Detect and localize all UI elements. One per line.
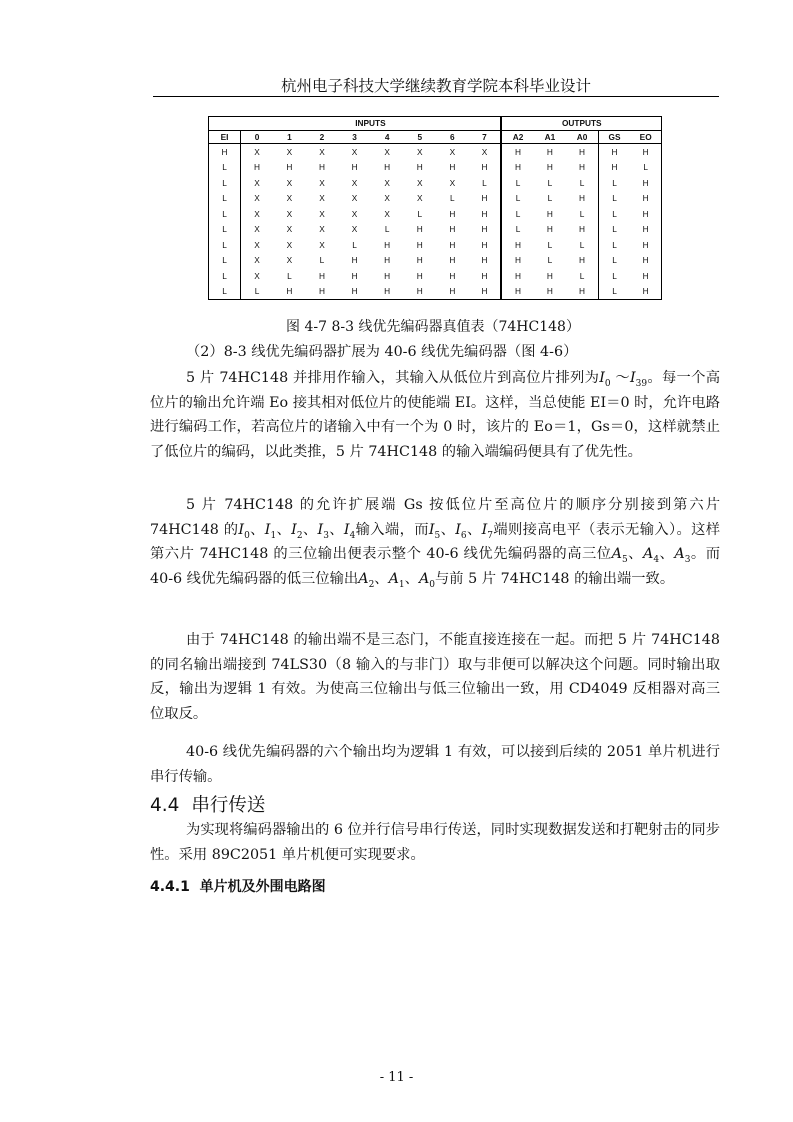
p2-var: I bbox=[481, 521, 488, 538]
paragraph-2 bbox=[150, 493, 720, 591]
table-cell: H bbox=[384, 286, 391, 297]
column-header: 1 bbox=[273, 131, 306, 144]
table-caption: 图 4-7 8-3 线优先编码器真值表（74HC148） bbox=[286, 319, 580, 335]
table-cell: H bbox=[579, 286, 586, 297]
table-cell: H bbox=[318, 270, 325, 281]
page-header: 杭州电子科技大学继续教育学院本科毕业设计 bbox=[280, 77, 591, 95]
table-cell: X bbox=[384, 146, 390, 157]
column-header: A1 bbox=[534, 131, 566, 144]
table-cell: H bbox=[449, 286, 456, 297]
table-row bbox=[209, 221, 662, 236]
column-header: 2 bbox=[306, 131, 339, 144]
table-cell: L bbox=[222, 239, 227, 250]
p2-sub: 3 bbox=[684, 554, 691, 565]
p2-var: I bbox=[238, 521, 245, 538]
table-cell: L bbox=[598, 252, 630, 267]
table-cell: X bbox=[416, 177, 423, 188]
p2-var: I bbox=[264, 521, 271, 538]
table-row bbox=[209, 268, 662, 283]
p2-var: I bbox=[343, 521, 350, 538]
table-cell: X bbox=[241, 221, 274, 236]
table-row bbox=[209, 252, 662, 267]
table-cell: X bbox=[384, 177, 390, 188]
table-cell: H bbox=[642, 286, 649, 297]
table-cell: L bbox=[598, 221, 630, 236]
p2-sub: 7 bbox=[487, 530, 493, 541]
table-cell: H bbox=[351, 286, 358, 297]
p1-text-3: 。每一个高位片的输出允许端 Eo 接其相对低位片的使能端 EI。这样，当总使能 EI＝0 时，允许电路进行编码工作，若高位片的诸输入中有一个为 0 时，该片的 Eo＝1，Gs＝0，这样就禁止了低位片的编码，以此类推，5 片 74HC148 的输入端编码便具有了优先性。 bbox=[150, 370, 721, 460]
table-cell: H bbox=[481, 255, 488, 266]
table-row bbox=[209, 144, 662, 160]
table-cell: H bbox=[449, 270, 456, 281]
column-header: 3 bbox=[338, 131, 371, 144]
table-cell: H bbox=[481, 208, 488, 219]
table-cell: L bbox=[547, 255, 553, 266]
section-heading bbox=[150, 791, 265, 817]
table-cell: H bbox=[416, 270, 423, 281]
table-cell: L bbox=[501, 190, 533, 205]
table-cell: H bbox=[481, 270, 488, 281]
section-title: 串行传送 bbox=[191, 795, 266, 816]
table-cell: L bbox=[287, 270, 292, 281]
table-cell: L bbox=[222, 208, 227, 219]
p2-text-4: 。而 40-6 线优先编码器的低三位输出 bbox=[150, 546, 721, 587]
table-row bbox=[209, 190, 662, 205]
table-cell: L bbox=[501, 206, 533, 221]
table-cell: L bbox=[241, 283, 274, 299]
table-cell: L bbox=[222, 193, 227, 204]
table-cell: H bbox=[579, 224, 586, 235]
table-cell: X bbox=[319, 208, 325, 219]
table-cell: L bbox=[598, 190, 630, 205]
table-cell: H bbox=[449, 239, 456, 250]
column-header: GS bbox=[598, 131, 630, 144]
table-cell: X bbox=[351, 208, 358, 219]
p2-var-a: A bbox=[418, 570, 430, 587]
table-cell: L bbox=[450, 193, 455, 204]
table-cell: L bbox=[222, 255, 227, 266]
p2-text-2: 输入端，而 bbox=[355, 521, 429, 538]
table-cell: H bbox=[384, 270, 391, 281]
table-cell: X bbox=[384, 193, 390, 204]
group-spacer bbox=[209, 117, 241, 131]
table-cell: H bbox=[221, 146, 228, 157]
table-cell: X bbox=[286, 193, 293, 204]
p2-var-a: A bbox=[674, 546, 685, 562]
p2-sep: 、 bbox=[276, 521, 292, 538]
header-rule bbox=[153, 96, 719, 97]
table-cell: H bbox=[351, 255, 358, 266]
table-cell: X bbox=[449, 177, 456, 188]
p2-sub: 2 bbox=[368, 579, 375, 590]
table-cell: H bbox=[286, 162, 293, 173]
table-cell: X bbox=[319, 239, 325, 250]
table-cell: H bbox=[481, 286, 488, 297]
p2-sep: 、 bbox=[328, 521, 344, 538]
table-cell: X bbox=[319, 146, 325, 157]
truth-table-group-header bbox=[209, 117, 662, 131]
p2-sep: 、 bbox=[302, 521, 318, 538]
page-number: - 11 - bbox=[379, 1070, 414, 1085]
inputs-group-header: INPUTS bbox=[241, 117, 502, 131]
table-cell: H bbox=[579, 193, 586, 204]
table-cell: H bbox=[351, 162, 358, 173]
table-cell: X bbox=[241, 190, 274, 205]
table-cell: X bbox=[241, 144, 274, 160]
table-cell: X bbox=[286, 177, 293, 188]
table-cell: H bbox=[642, 255, 649, 266]
table-cell: H bbox=[416, 224, 423, 235]
table-cell: H bbox=[546, 162, 553, 173]
table-cell: H bbox=[416, 239, 423, 250]
table-cell: H bbox=[579, 146, 586, 157]
table-cell: L bbox=[598, 237, 630, 252]
table-cell: X bbox=[319, 177, 325, 188]
table-cell: H bbox=[318, 286, 325, 297]
paragraph-5: 为实现将编码器输出的 6 位并行信号串行传送，同时实现数据发送和打靶射击的同步性。采用 89C2051 单片机便可实现要求。 bbox=[150, 822, 720, 863]
p2-sep: 、 bbox=[659, 546, 675, 562]
subsection-title: 单片机及外围电路图 bbox=[199, 879, 326, 895]
table-cell: X bbox=[286, 224, 293, 235]
table-cell: L bbox=[501, 175, 533, 190]
p1-sub-2: 39 bbox=[635, 378, 648, 389]
table-cell: H bbox=[501, 283, 533, 299]
p1-text-2: ～ bbox=[610, 370, 630, 386]
table-cell: H bbox=[501, 252, 533, 267]
table-cell: L bbox=[222, 270, 227, 281]
table-cell: H bbox=[481, 162, 488, 173]
table-cell: H bbox=[501, 160, 533, 175]
table-cell: X bbox=[384, 208, 390, 219]
table-cell: X bbox=[319, 224, 325, 235]
table-row bbox=[209, 175, 662, 190]
table-cell: H bbox=[642, 177, 649, 188]
p1-text-1: 5 片 74HC148 并排用作输入，其输入从低位片到高位片排列为 bbox=[186, 370, 600, 386]
table-cell: X bbox=[241, 175, 274, 190]
p1-sub-1: 0 bbox=[604, 378, 611, 389]
table-cell: H bbox=[501, 144, 533, 160]
p2-var: I bbox=[428, 521, 435, 538]
p2-var-a: A bbox=[611, 546, 622, 562]
column-header: 7 bbox=[469, 131, 502, 144]
p2-text-1: 5 片 74HC148 的允许扩展端 Gs 按低位片至高位片的顺序分别接到第六片 74HC148 的 bbox=[150, 497, 720, 538]
p2-sub: 1 bbox=[270, 530, 277, 541]
table-cell: L bbox=[222, 177, 227, 188]
sub-item-heading: （2）8-3 线优先编码器扩展为 40-6 线优先编码器（图 4-6） bbox=[186, 344, 578, 360]
table-cell: X bbox=[241, 268, 274, 283]
table-cell: X bbox=[286, 239, 293, 250]
table-cell: L bbox=[598, 175, 630, 190]
table-row bbox=[209, 160, 662, 175]
table-cell: H bbox=[449, 224, 456, 235]
table-cell: L bbox=[547, 177, 553, 188]
table-cell: L bbox=[352, 239, 357, 250]
table-cell: H bbox=[642, 239, 649, 250]
table-cell: X bbox=[416, 146, 423, 157]
table-cell: H bbox=[579, 255, 586, 266]
column-header: 6 bbox=[436, 131, 469, 144]
p1-var-2: I bbox=[630, 370, 636, 386]
table-cell: L bbox=[598, 268, 630, 283]
table-cell: L bbox=[482, 177, 487, 188]
outputs-group-header: OUTPUTS bbox=[501, 117, 661, 131]
table-cell: L bbox=[579, 208, 585, 219]
p2-sub: 3 bbox=[323, 530, 329, 541]
table-cell: H bbox=[384, 239, 391, 250]
table-cell: X bbox=[351, 224, 358, 235]
table-cell: L bbox=[547, 239, 553, 250]
p2-var-a: A bbox=[358, 570, 369, 587]
table-cell: H bbox=[351, 270, 358, 281]
table-cell: H bbox=[579, 162, 586, 173]
table-cell: H bbox=[598, 144, 630, 160]
table-cell: X bbox=[241, 206, 274, 221]
table-cell: H bbox=[286, 286, 293, 297]
table-cell: X bbox=[241, 252, 274, 267]
table-cell: X bbox=[416, 193, 423, 204]
p2-text-3: 端则接高电平（表示无输入）。这样第六片 74HC148 的三位输出便表示整个 40-6 线优先编码器的高三位 bbox=[150, 521, 721, 562]
table-cell: H bbox=[598, 160, 630, 175]
truth-table-body bbox=[209, 144, 662, 300]
p2-sep: 、 bbox=[404, 570, 419, 587]
table-cell: H bbox=[481, 224, 488, 235]
table-cell: H bbox=[642, 208, 649, 219]
table-cell: X bbox=[481, 146, 488, 157]
p2-var-a: A bbox=[388, 570, 399, 587]
table-cell: H bbox=[642, 270, 649, 281]
table-cell: H bbox=[384, 162, 391, 173]
table-row bbox=[209, 283, 662, 299]
truth-table bbox=[208, 116, 662, 300]
p2-sub: 5 bbox=[621, 554, 628, 565]
table-cell: L bbox=[384, 224, 390, 235]
p2-sub: 2 bbox=[296, 530, 303, 541]
table-cell: L bbox=[579, 239, 585, 250]
table-cell: L bbox=[222, 162, 227, 173]
paragraph-4: 40-6 线优先编码器的六个输出均为逻辑 1 有效，可以接到后续的 2051 单片机进行串行传输。 bbox=[150, 744, 720, 785]
table-cell: L bbox=[222, 286, 227, 297]
table-cell: H bbox=[642, 193, 649, 204]
p2-var-a: A bbox=[642, 546, 654, 562]
table-cell: L bbox=[579, 270, 585, 281]
truth-table-column-header bbox=[209, 131, 662, 144]
table-cell: H bbox=[318, 162, 325, 173]
table-cell: H bbox=[642, 146, 649, 157]
subsection-number: 4.4.1 bbox=[150, 879, 190, 895]
table-cell: H bbox=[384, 255, 391, 266]
p2-var: I bbox=[291, 521, 297, 538]
table-cell: H bbox=[241, 160, 274, 175]
table-cell: H bbox=[546, 208, 553, 219]
p1-var-1: I bbox=[599, 370, 605, 386]
table-cell: X bbox=[319, 193, 325, 204]
p2-sub: 4 bbox=[349, 530, 356, 541]
table-cell: X bbox=[286, 146, 293, 157]
table-cell: L bbox=[643, 162, 648, 173]
table-cell: H bbox=[449, 255, 456, 266]
table-cell: H bbox=[546, 224, 553, 235]
column-header: A0 bbox=[566, 131, 598, 144]
p2-sub: 0 bbox=[244, 530, 250, 541]
table-cell: X bbox=[351, 146, 358, 157]
table-cell: H bbox=[481, 239, 488, 250]
p2-sub: 6 bbox=[460, 530, 467, 541]
p2-sep: 、 bbox=[440, 521, 456, 538]
table-cell: H bbox=[449, 162, 456, 173]
table-cell: L bbox=[579, 177, 585, 188]
p2-var: I bbox=[455, 521, 461, 538]
table-cell: X bbox=[286, 208, 293, 219]
p2-var: I bbox=[317, 521, 324, 538]
table-cell: H bbox=[501, 268, 533, 283]
table-cell: X bbox=[241, 237, 274, 252]
p2-sep: 、 bbox=[627, 546, 643, 562]
p2-sub: 1 bbox=[398, 579, 405, 590]
table-row bbox=[209, 206, 662, 221]
table-cell: X bbox=[351, 177, 358, 188]
column-header: 4 bbox=[371, 131, 404, 144]
table-cell: L bbox=[319, 255, 325, 266]
column-header: EI bbox=[209, 131, 241, 144]
table-cell: H bbox=[481, 193, 488, 204]
column-header: 0 bbox=[241, 131, 274, 144]
column-header: 5 bbox=[403, 131, 436, 144]
table-row bbox=[209, 237, 662, 252]
table-cell: H bbox=[501, 237, 533, 252]
section-number: 4.4 bbox=[150, 795, 180, 816]
table-cell: L bbox=[598, 283, 630, 299]
table-cell: H bbox=[416, 286, 423, 297]
table-cell: L bbox=[222, 224, 227, 235]
paragraph-3: 由于 74HC148 的输出端不是三态门，不能直接连接在一起。而把 5 片 74HC148 的同名输出端接到 74LS30（8 输入的与非门）取与非便可以解决这个问题。同时输出取反，输出为逻辑 1 有效。为使高三位输出与低三位输出一致，用 CD4049 反相器对高三位取反。 bbox=[150, 632, 720, 722]
table-cell: L bbox=[501, 221, 533, 236]
p2-sub: 0 bbox=[429, 579, 436, 590]
paragraph-1 bbox=[150, 366, 720, 464]
table-cell: X bbox=[449, 146, 456, 157]
table-cell: X bbox=[351, 193, 358, 204]
p2-sub: 4 bbox=[653, 554, 660, 565]
p2-sub: 5 bbox=[434, 530, 441, 541]
p2-sep: 、 bbox=[374, 570, 389, 587]
p2-sep: 、 bbox=[249, 521, 265, 538]
table-cell: H bbox=[546, 286, 553, 297]
table-cell: L bbox=[547, 193, 553, 204]
table-cell: L bbox=[417, 208, 423, 219]
column-header: A2 bbox=[501, 131, 533, 144]
table-cell: H bbox=[416, 255, 423, 266]
table-cell: H bbox=[546, 146, 553, 157]
table-cell: H bbox=[642, 224, 649, 235]
table-cell: H bbox=[546, 270, 553, 281]
column-header: EO bbox=[630, 131, 662, 144]
table-cell: X bbox=[286, 255, 293, 266]
subsection-heading bbox=[150, 876, 326, 896]
table-cell: H bbox=[416, 162, 423, 173]
table-cell: L bbox=[598, 206, 630, 221]
p2-sep: 、 bbox=[466, 521, 482, 538]
table-cell: H bbox=[449, 208, 456, 219]
p2-text-5: 与前 5 片 74HC148 的输出端一致。 bbox=[435, 570, 675, 587]
